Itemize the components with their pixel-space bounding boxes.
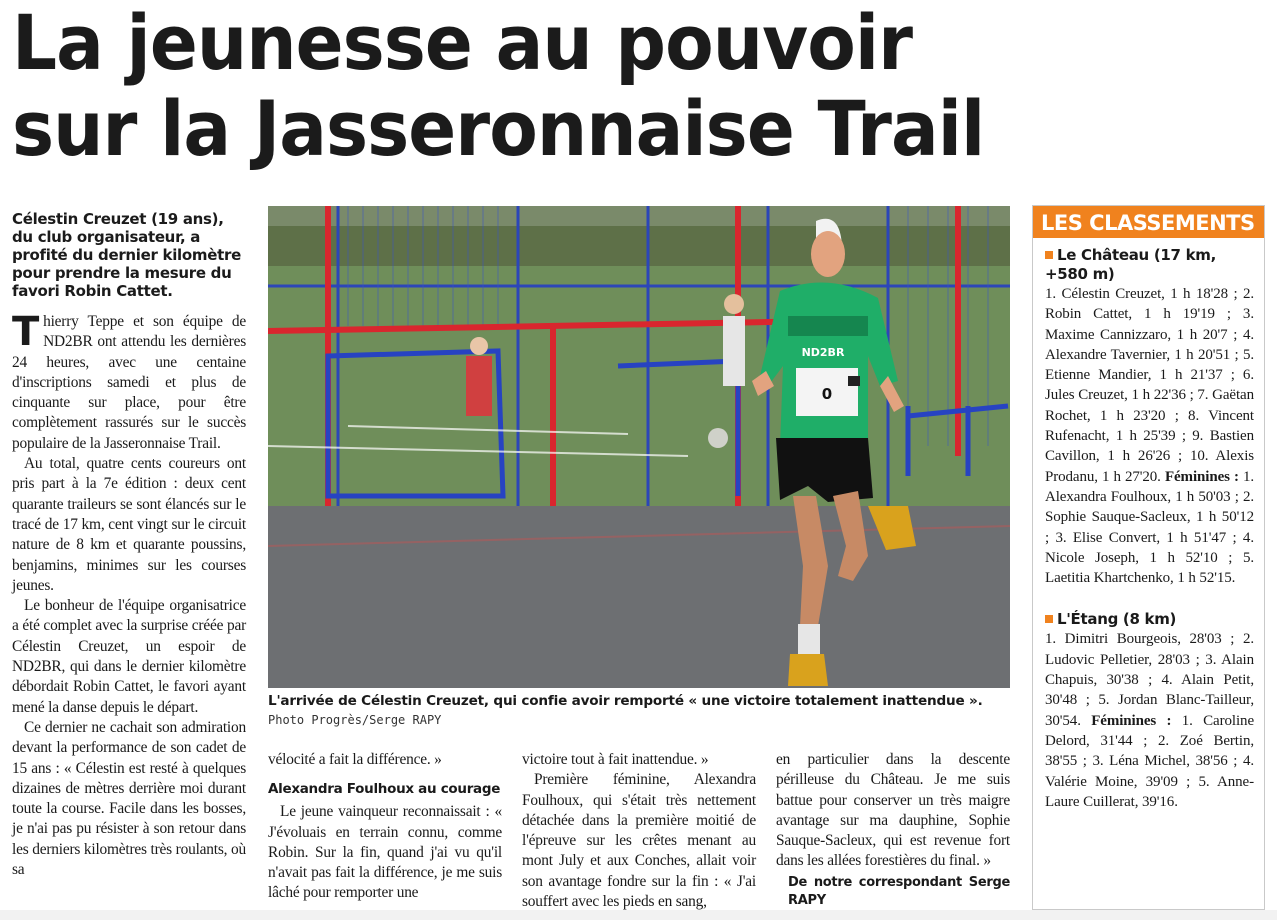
article-column-1 bbox=[12, 210, 246, 880]
article-body bbox=[12, 309, 246, 880]
page-bottom-strip bbox=[0, 910, 1277, 920]
bullet-square-icon bbox=[1045, 615, 1053, 623]
results-sidebar bbox=[1032, 205, 1265, 910]
results-body bbox=[1033, 238, 1264, 812]
jersey-text: ND2BR bbox=[801, 346, 845, 359]
article-column-3 bbox=[522, 750, 756, 912]
c2-paragraph-1: vélocité a fait la différence. » bbox=[268, 751, 442, 768]
chateau-men-results: 1. Célestin Creuzet, 1 h 18'28 ; 2. Robin Cattet, 1 h 19'19 ; 3. Maxime Cannizzaro, 1 h 20'7 ; 4. Alexandre Tavernier, 1 h 20'51 ; 5. Etienne Mandier, 1 h 21'37 ; 6. Jules Creuzet, 1 h 22'36 ; 7. Gaëtan Rochet, 1 h 23'20 ; 8. Vincent Rufenacht, 1 h 25'39 ; 9. Bastien Cavillon, 1 h 26'26 ; 10. Alexis Prodanu, 1 h 27'20. bbox=[1045, 286, 1254, 485]
article-column-4 bbox=[776, 750, 1010, 910]
paragraph-4: Ce dernier ne cachait son admiration devant la performance de son cadet de 15 ans : « Célestin est resté à quelques dizaines de mètres derrière moi durant toute la course. Facile dans les bosses, je n'ai pas pu résister à son retour dans les derniers kilomètres très roulants, où sa bbox=[12, 718, 246, 879]
photo-caption: L'arrivée de Célestin Creuzet, qui confie avoir remporté « une victoire totalement inattendue ». bbox=[268, 693, 983, 709]
photo-credit: Photo Progrès/Serge RAPY bbox=[268, 713, 442, 727]
headline-line-1: La jeunesse au pouvoir bbox=[12, 0, 913, 87]
etang-women-results: 1. Caroline Delord, 31'44 ; 2. Zoé Bertin, 38'55 ; 3. Léna Michel, 38'56 ; 4. Valérie Moine, 39'09 ; 5. Anne-Laure Cuillerat, 39'16. bbox=[1045, 712, 1254, 810]
chateau-women-results: 1. Alexandra Foulhoux, 1 h 50'03 ; 2. Sophie Sauque-Sacleux, 1 h 50'12 ; 3. Elise Convert, 1 h 51'47 ; 4. Nicole Joseph, 1 h 52'10 ; 5. Laetitia Khartchenko, 1 h 52'15. bbox=[1045, 468, 1254, 587]
bullet-square-icon bbox=[1045, 251, 1053, 259]
chateau-title: Le Château (17 km, +580 m) bbox=[1045, 246, 1216, 283]
dropcap: T bbox=[12, 309, 40, 355]
etang-men-results: 1. Dimitri Bourgeois, 28'03 ; 2. Ludovic Pelletier, 28'03 ; 3. Alain Chapuis, 30'38 ; 4. Alain Petit, 30'48 ; 5. Jordan Blanc-Tailleur, 30'54. bbox=[1045, 631, 1254, 729]
paragraph-1 bbox=[12, 309, 246, 454]
feminines-label: Féminines : bbox=[1164, 468, 1239, 485]
article-column-2 bbox=[268, 750, 502, 904]
author-signature: De notre correspondant Serge RAPY bbox=[788, 874, 1010, 908]
headline bbox=[12, 0, 985, 173]
chapo: Célestin Creuzet (19 ans), du club organisateur, a profité du dernier kilomètre pour prendre la mesure du favori Robin Cattet. bbox=[12, 210, 241, 300]
headline-line-2: sur la Jasseronnaise Trail bbox=[12, 84, 985, 173]
svg-text:0: 0 bbox=[821, 385, 833, 403]
runner-photo-illustration bbox=[268, 206, 1010, 688]
etang-title: L'Étang (8 km) bbox=[1045, 610, 1254, 629]
chateau-results bbox=[1045, 284, 1254, 588]
paragraph-2: Au total, quatre cents coureurs ont pris part à la 7e édition : deux cent quarante traileurs se sont élancés sur le tracé de 17 km, cent vingt sur le circuit nature de 8 km et quarante poussins, benjamins, minimes sur les courses jeunes. bbox=[12, 455, 246, 594]
paragraph-1-text: hierry Teppe et son équipe de ND2BR ont attendu les dernières 24 heures, avec une centaine d'inscriptions samedi et plus de cinquante sur place, pour être complètement rassurés sur le succès populaire de la Jasseronnaise Trail. bbox=[12, 313, 246, 452]
c2-paragraph-2: Le jeune vainqueur reconnaissait : « J'évoluais en terrain connu, comme Robin. Sur la fin, quand j'ai vu qu'il n'avait pas fait la différence, je me suis lâché pour remporter une bbox=[268, 803, 502, 902]
c4-paragraph-1: en particulier dans la descente périlleuse du Château. Je me suis battue pour conserver un très maigre avantage sur ma dauphine, Sophie Sauque-Sacleux, qui est revenue fort dans les allées forestières du final. » bbox=[776, 751, 1010, 870]
paragraph-3: Le bonheur de l'équipe organisatrice a été complet avec la surprise créée par Célestin Creuzet, un espoir de ND2BR, qui dans le dernier kilomètre débordait Robin Cattet, le favori ayant mené la danse depuis le départ. bbox=[12, 597, 246, 716]
race-photo bbox=[268, 206, 1010, 688]
feminines-label: Féminines : bbox=[1091, 712, 1172, 729]
c3-paragraph-2: Première féminine, Alexandra Foulhoux, qui s'était très nettement détachée dans la première moitié de l'épreuve sur les crêtes menant au mont July et aux Conches, allait voir son avantage fondre sur la fin : « J'ai souffert avec les pieds en sang, bbox=[522, 771, 756, 911]
c3-paragraph-1: victoire tout à fait inattendue. » bbox=[522, 751, 709, 768]
etang-results bbox=[1045, 629, 1254, 812]
results-header: LES CLASSEMENTS bbox=[1033, 206, 1264, 238]
intertitle: Alexandra Foulhoux au courage bbox=[268, 781, 501, 798]
